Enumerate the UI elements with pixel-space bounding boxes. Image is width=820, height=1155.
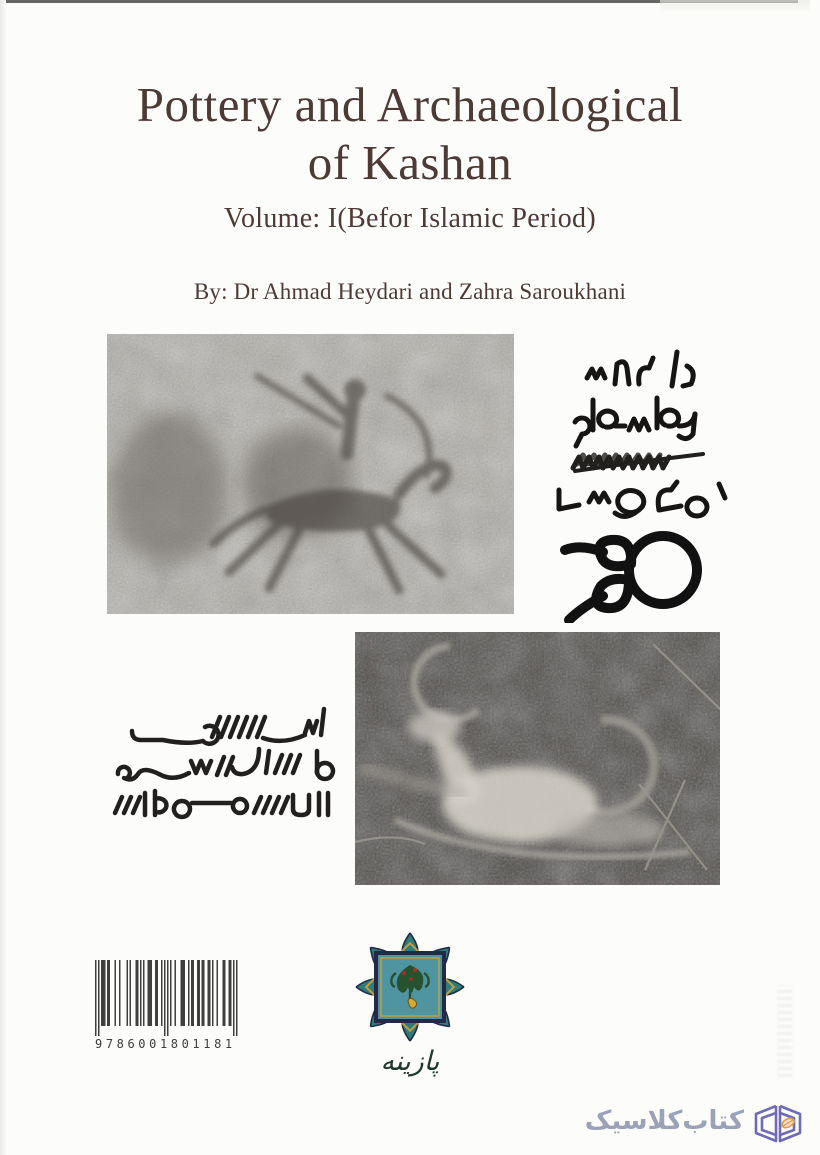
volume-subtitle: Volume: I(Befor Islamic Period) <box>224 203 596 234</box>
barcode-number: 9786001801181 <box>95 1037 236 1051</box>
publisher-emblem <box>351 930 469 1044</box>
petroglyph-horseman-image <box>107 334 514 614</box>
scribble-strikeout <box>573 454 703 471</box>
site-watermark <box>585 1099 804 1143</box>
title-block <box>0 76 820 305</box>
barcode-bars <box>95 960 238 1036</box>
publisher-logo <box>348 930 472 1077</box>
open-book-icon <box>752 1099 804 1143</box>
clover-symbol <box>565 536 697 620</box>
book-title-line1: Pottery and Archaeological <box>136 77 684 132</box>
publisher-calligraphy: پازینه <box>380 1046 440 1077</box>
isbn-barcode <box>95 960 245 1051</box>
petroglyph-ibex-image <box>355 632 720 885</box>
pahlavi-inscription-right <box>545 338 760 623</box>
book-title-line2: of Kashan <box>307 135 513 190</box>
pahlavi-inscription-left <box>93 693 337 845</box>
petroglyph-ibex-photo <box>355 632 720 885</box>
watermark-text: کتاب‌کلاسیک <box>584 1106 744 1136</box>
scan-corner-smudge <box>660 0 810 14</box>
author-byline: By: Dr Ahmad Heydari and Zahra Saroukhani <box>193 279 627 304</box>
petroglyph-horseman-photo <box>107 334 514 614</box>
scan-artifact-right <box>777 985 792 1077</box>
